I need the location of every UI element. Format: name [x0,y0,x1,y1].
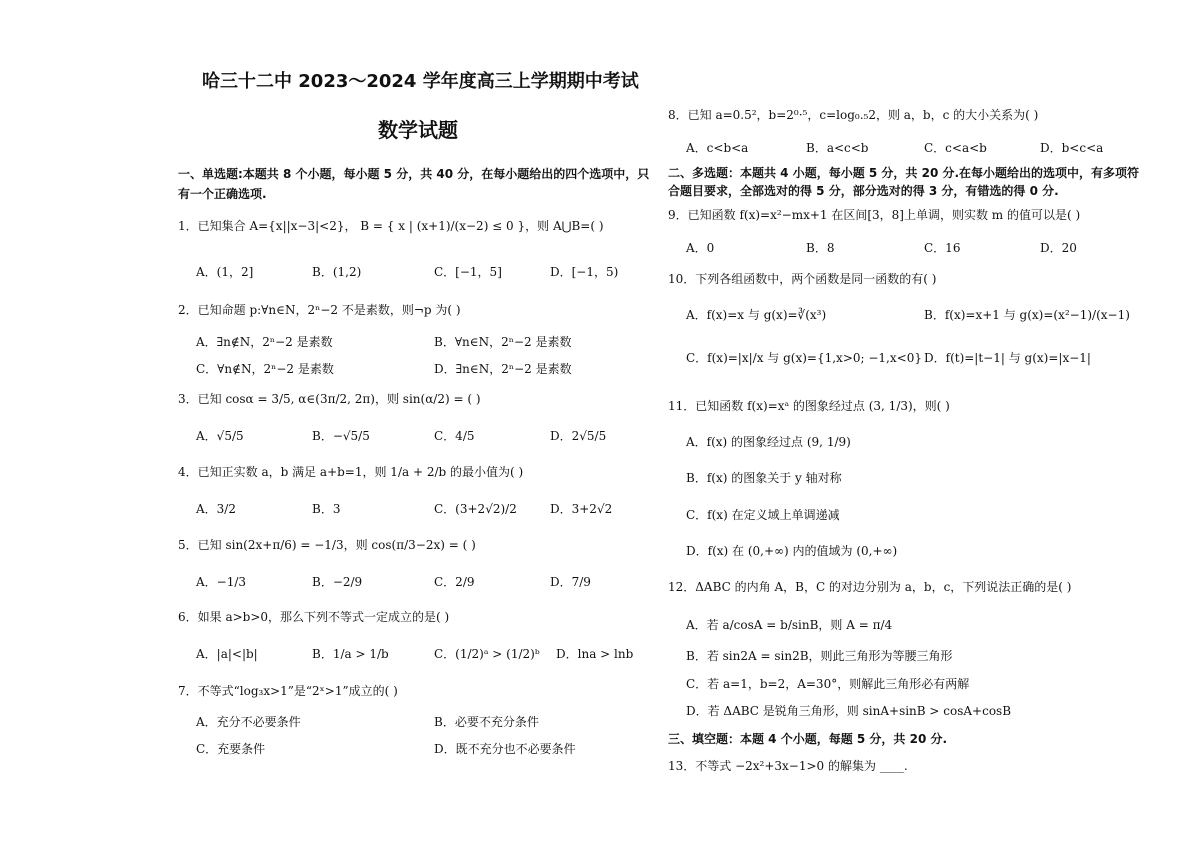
q8-stem: 8．已知 a=0.5²，b=2⁰·⁵，c=log₀.₅2，则 a，b，c 的大小关系为( ) [668,108,1039,122]
q6-option-b: B．1/a > 1/b [312,647,389,661]
q10-option-d: D．f(t)=|t−1| 与 g(x)=|x−1| [924,351,1091,365]
q6-option-a: A．|a|<|b| [196,647,258,661]
q12-option-c: C．若 a=1，b=2，A=30°，则解此三角形必有两解 [686,677,970,691]
q3-option-c: C．4/5 [434,429,475,443]
q11-option-c: C．f(x) 在定义域上单调递减 [686,508,840,522]
q5-stem: 5．已知 sin(2x+π/6) = −1/3，则 cos(π/3−2x) = ( ) [178,538,476,552]
q4-option-b: B．3 [312,502,341,516]
q3-option-a: A．√5/5 [196,429,244,443]
q7-option-d: D．既不充分也不必要条件 [434,742,576,756]
q6-option-d: D．lna > lnb [556,647,634,661]
q11-option-a: A．f(x) 的图象经过点 (9, 1/9) [686,435,851,449]
q7-stem: 7．不等式“log₃x>1”是“2ˣ>1”成立的( ) [178,684,398,698]
section1-heading-line1: 一、单选题:本题共 8 个小题，每小题 5 分，共 40 分，在每小题给出的四个选项中，只 [178,167,650,181]
q11-stem: 11．已知函数 f(x)=xᵃ 的图象经过点 (3, 1/3)，则( ) [668,399,950,413]
q5-option-d: D．7/9 [550,575,591,589]
q10-stem: 10．下列各组函数中，两个函数是同一函数的有( ) [668,272,937,286]
q9-option-d: D．20 [1040,241,1077,255]
q12-option-d: D．若 ΔABC 是锐角三角形，则 sinA+sinB > cosA+cosB [686,704,1012,718]
q2-option-c: C．∀n∉N，2ⁿ−2 是素数 [196,362,334,376]
q12-option-b: B．若 sin2A = sin2B，则此三角形为等腰三角形 [686,649,953,663]
q13-stem: 13．不等式 −2x²+3x−1>0 的解集为 ____. [668,759,908,773]
q3-option-d: D．2√5/5 [550,429,607,443]
section2-heading-line1: 二、多选题：本题共 4 小题，每小题 5 分，共 20 分.在每小题给出的选项中，有多项符 [668,166,1140,180]
q2-option-b: B．∀n∈N，2ⁿ−2 是素数 [434,335,572,349]
q7-option-b: B．必要不充分条件 [434,715,539,729]
exam-title: 哈三十二中 2023～2024 学年度高三上学期期中考试 [202,71,639,92]
q1-option-d: D．[−1，5) [550,265,619,279]
subject-title: 数学试题 [378,118,458,142]
q8-option-d: D．b<c<a [1040,141,1104,155]
q3-stem: 3．已知 cosα = 3/5, α∈(3π/2, 2π)，则 sin(α/2) = ( ) [178,392,481,406]
q7-option-a: A．充分不必要条件 [196,715,301,729]
q8-option-b: B．a<c<b [806,141,869,155]
q9-option-b: B．8 [806,241,835,255]
q4-option-c: C．(3+2√2)/2 [434,502,517,516]
q10-option-a: A．f(x)=x 与 g(x)=∛(x³) [686,308,827,322]
q5-option-c: C．2/9 [434,575,475,589]
q9-option-c: C．16 [924,241,961,255]
q10-option-b: B．f(x)=x+1 与 g(x)=(x²−1)/(x−1) [924,308,1130,322]
q1-option-c: C．[−1，5] [434,265,502,279]
q6-stem: 6．如果 a>b>0，那么下列不等式一定成立的是( ) [178,610,450,624]
q12-stem: 12．ΔABC 的内角 A，B，C 的对边分别为 a，b，c，下列说法正确的是( ) [668,580,1072,594]
q12-option-a: A．若 a/cosA = b/sinB，则 A = π/4 [686,618,893,632]
q5-option-a: A．−1/3 [196,575,247,589]
q11-option-d: D．f(x) 在 (0,+∞) 内的值域为 (0,+∞) [686,544,898,558]
q7-option-c: C．充要条件 [196,742,266,756]
q10-option-c: C．f(x)=|x|/x 与 g(x)={1,x>0; −1,x<0} [686,351,922,365]
q4-option-d: D．3+2√2 [550,502,613,516]
q9-stem: 9．已知函数 f(x)=x²−mx+1 在区间[3，8]上单调，则实数 m 的值可以是( ) [668,208,1081,222]
q2-stem: 2．已知命题 p:∀n∈N，2ⁿ−2 不是素数，则¬p 为( ) [178,303,461,317]
q4-option-a: A．3/2 [196,502,236,516]
q1-stem: 1．已知集合 A={x||x−3|<2}， B = { x | (x+1)/(x−2) ≤ 0 }，则 A⋃B=( ) [178,219,604,233]
q11-option-b: B．f(x) 的图象关于 y 轴对称 [686,471,842,485]
section2-heading-line2: 合题目要求，全部选对的得 5 分，部分选对的得 3 分，有错选的得 0 分. [668,184,1059,198]
q8-option-c: C．c<a<b [924,141,987,155]
q1-option-b: B．(1,2) [312,265,362,279]
section3-heading: 三、填空题：本题 4 个小题，每题 5 分，共 20 分. [668,732,948,746]
q1-option-a: A．(1，2] [196,265,254,279]
q4-stem: 4．已知正实数 a，b 满足 a+b=1，则 1/a + 2/b 的最小值为( ) [178,465,524,479]
section1-heading-line2: 有一个正确选项. [178,187,267,201]
q5-option-b: B．−2/9 [312,575,363,589]
q6-option-c: C．(1/2)ᵃ > (1/2)ᵇ [434,647,540,661]
q8-option-a: A．c<b<a [686,141,749,155]
q9-option-a: A．0 [686,241,715,255]
q3-option-b: B．−√5/5 [312,429,370,443]
q2-option-d: D．∃n∈N，2ⁿ−2 是素数 [434,362,572,376]
q2-option-a: A．∃n∉N，2ⁿ−2 是素数 [196,335,333,349]
